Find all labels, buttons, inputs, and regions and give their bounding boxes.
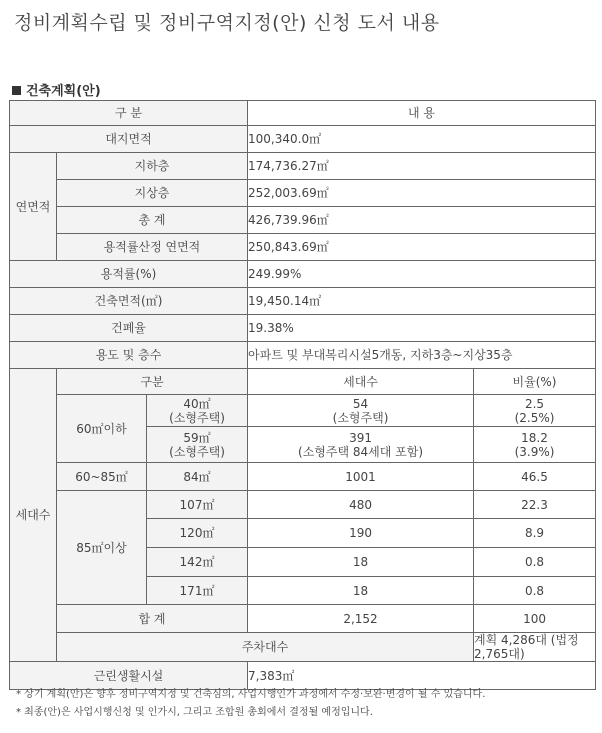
floor-area-row-value: 252,003.69㎡ [248,180,596,207]
parking-label: 주차대수 [57,633,474,662]
note-item: * 최종(안)은 사업시행신청 및 인가시, 그리고 조합원 총회에서 결정될 예정입니다. [16,707,373,718]
total-ratio: 100 [474,605,596,633]
floor-area-row-value: 426,739.96㎡ [248,207,596,234]
households-head-ratio: 비율(%) [474,369,596,395]
unit-count: 190 [248,519,474,548]
table-row [10,342,596,369]
unit-size-note: (소형주택) [169,410,225,425]
unit-size: 171㎡ [147,577,248,605]
unit-size-note: (소형주택) [169,444,225,459]
unit-count: 391 [349,430,372,445]
unit-size: 142㎡ [147,548,248,577]
table-row [10,180,596,207]
unit-size: 120㎡ [147,519,248,548]
parking-value: 계획 4,286대 (법정 2,765대) [474,633,596,662]
square-bullet-icon [12,86,21,95]
building-area-label: 건축면적(㎡) [10,288,248,315]
group-mid-label: 60~85㎡ [57,463,147,491]
total-count: 2,152 [248,605,474,633]
building-area-value: 19,450.14㎡ [248,288,596,315]
unit-ratio: 46.5 [474,463,596,491]
section-heading [12,80,101,99]
floor-area-row-value: 174,736.27㎡ [248,153,596,180]
site-area-value: 100,340.0㎡ [248,126,596,153]
facilities-label: 근린생활시설 [10,662,248,690]
section-title: 건축계획(안) [26,84,101,99]
unit-size: 107㎡ [147,491,248,519]
unit-ratio-note: (2.5%) [514,410,555,425]
header-content: 내 용 [248,101,596,126]
table-row [10,463,596,491]
count-cell [248,427,474,463]
header-category: 구 분 [10,101,248,126]
unit-count: 18 [248,548,474,577]
unit-ratio-note: (3.9%) [514,444,555,459]
table-row [10,288,596,315]
table-total-row [10,605,596,633]
far-label: 용적률(%) [10,261,248,288]
floor-area-row-label: 총 계 [57,207,248,234]
unit-size-cell [147,427,248,463]
unit-ratio: 0.8 [474,548,596,577]
table-row [10,153,596,180]
table-row [10,315,596,342]
floor-area-row-value: 250,843.69㎡ [248,234,596,261]
bcr-label: 건폐율 [10,315,248,342]
unit-size: 84㎡ [147,463,248,491]
unit-count: 18 [248,577,474,605]
site-area-label: 대지면적 [10,126,248,153]
count-cell [248,395,474,427]
building-plan-table [9,100,596,690]
households-label: 세대수 [10,369,57,662]
page-title: 정비계획수립 및 정비구역지정(안) 신청 도서 내용 [14,12,440,34]
ratio-cell [474,395,596,427]
total-label: 합 계 [57,605,248,633]
table-header-row [10,101,596,126]
households-head-type: 구분 [57,369,248,395]
unit-size: 59㎡ [183,430,211,445]
unit-ratio: 2.5 [524,396,545,411]
notes [16,686,485,722]
table-row [10,491,596,519]
ratio-cell [474,427,596,463]
unit-count: 480 [248,491,474,519]
households-head-row [10,369,596,395]
unit-ratio: 22.3 [474,491,596,519]
note-item: * 상기 계획(안)은 향후 정비구역지정 및 건축심의, 사업시행인가 과정에서 수정·보완·변경이 될 수 있습니다. [16,689,486,700]
far-value: 249.99% [248,261,596,288]
unit-count: 1001 [248,463,474,491]
facilities-value: 7,383㎡ [248,662,596,690]
use-floors-value: 아파트 및 부대복리시설5개동, 지하3층~지상35층 [248,342,596,369]
unit-ratio: 0.8 [474,577,596,605]
floor-area-label: 연면적 [10,153,57,261]
table-row [10,261,596,288]
table-row [10,633,596,662]
bcr-value: 19.38% [248,315,596,342]
unit-ratio: 8.9 [474,519,596,548]
group-small-label: 60㎡이하 [57,395,147,463]
unit-ratio: 18.2 [521,430,548,445]
floor-area-row-label: 지상층 [57,180,248,207]
unit-size-cell [147,395,248,427]
table-row [10,395,596,427]
table-row [10,126,596,153]
unit-count: 54 [352,396,369,411]
group-large-label: 85㎡이상 [57,491,147,605]
use-floors-label: 용도 및 층수 [10,342,248,369]
floor-area-row-label: 용적률산정 연면적 [57,234,248,261]
floor-area-row-label: 지하층 [57,153,248,180]
table-row [10,234,596,261]
table-row [10,207,596,234]
unit-count-note: (소형주택) [332,410,389,425]
unit-size: 40㎡ [183,396,211,411]
unit-count-note: (소형주택 84세대 포함) [298,444,424,459]
households-head-count: 세대수 [248,369,474,395]
